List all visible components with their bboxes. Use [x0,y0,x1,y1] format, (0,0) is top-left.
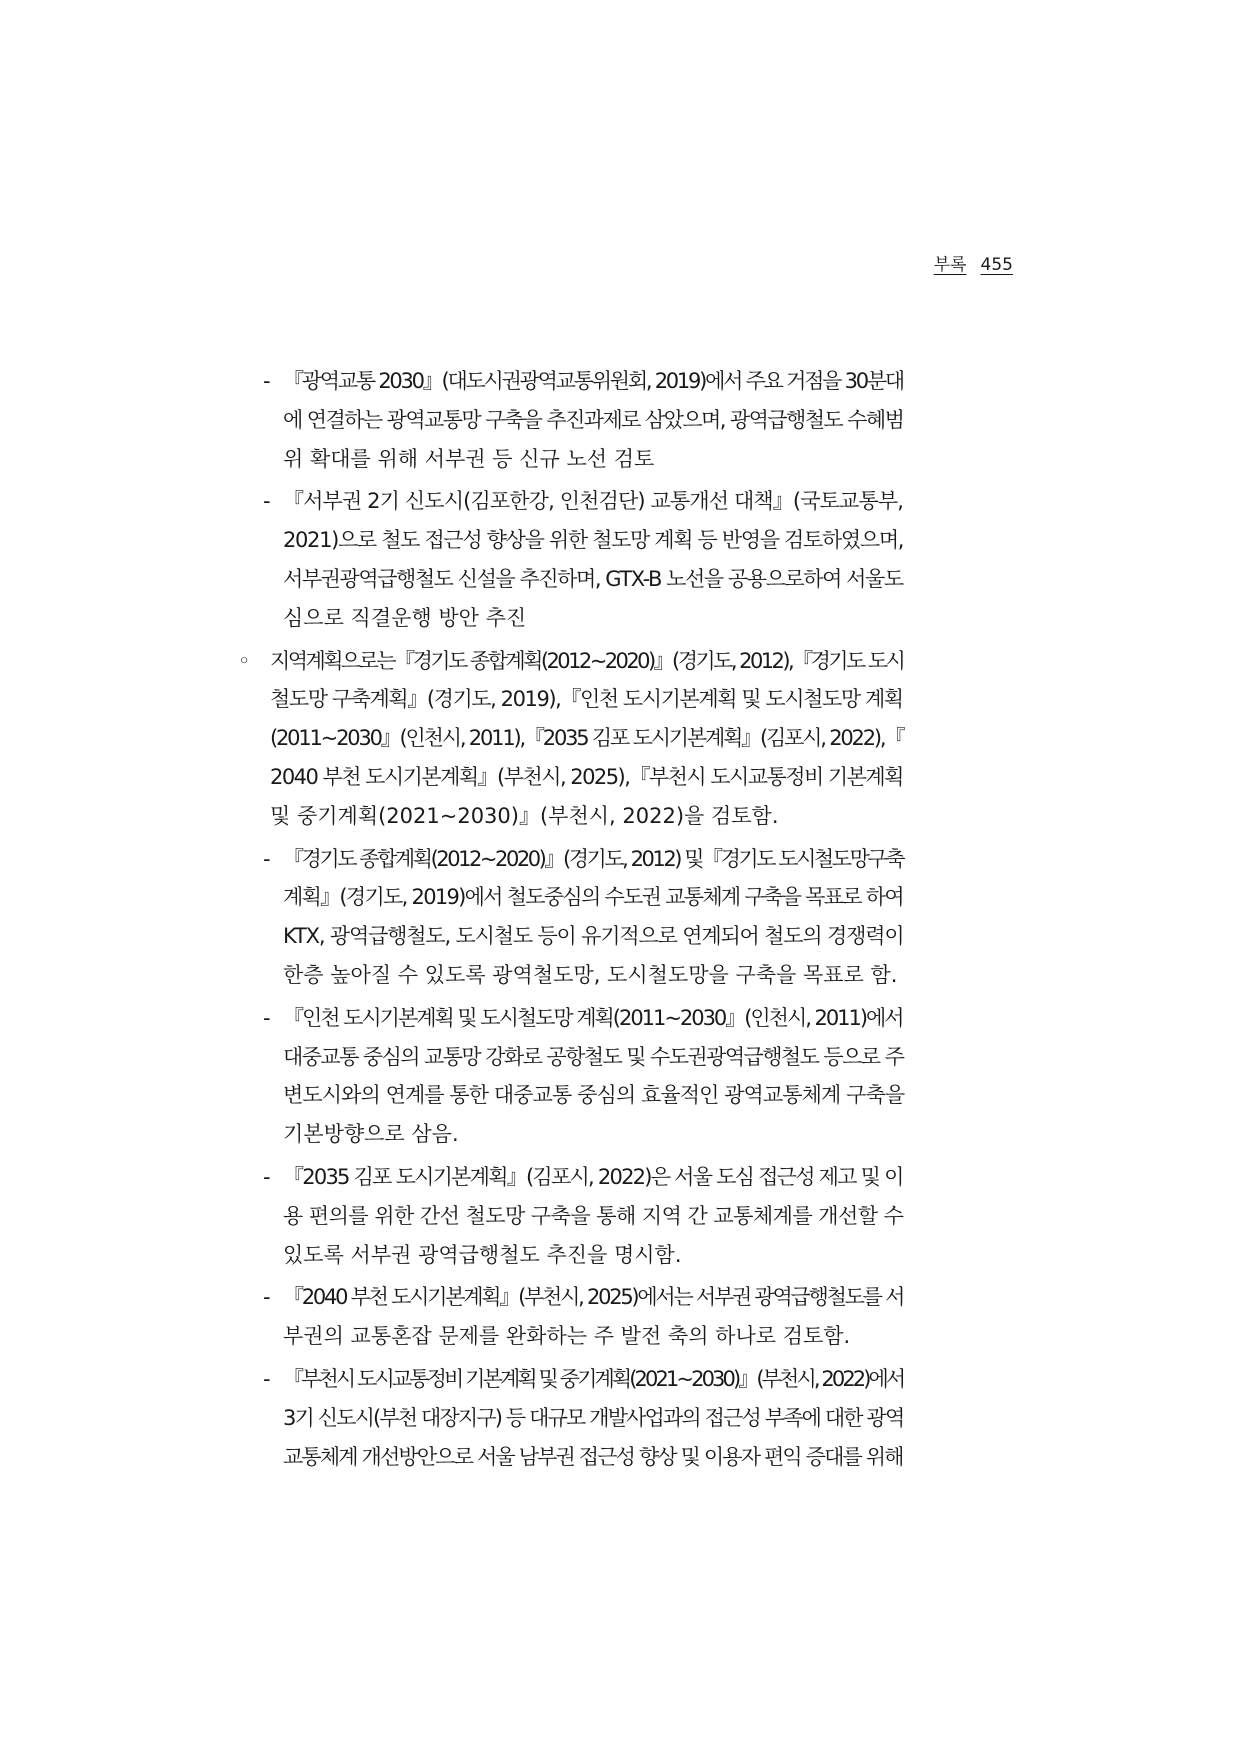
dash-marker: - [263,1165,271,1189]
dash-marker: - [263,846,271,871]
text-line: 변도시와의 연계를 통한 대중교통 중심의 효율적인 광역교통체계 구축을 [283,1083,905,1108]
header-label: 부록 [933,255,967,275]
text-line: KTX, 광역급행철도, 도시철도 등이 유기적으로 연계되어 철도의 경쟁력이 [283,924,904,949]
dash-marker: - [263,1285,271,1310]
text-line: 『서부권 2기 신도시(김포한강, 인천검단) 교통개선 대책』(국토교통부, [283,489,904,514]
text-line: (2011~2030』(인천시, 2011),『2035 김포 도시기본계획』(김포시, 2022),『 [270,726,904,751]
text-line: 교통체계 개선방안으로 서울 남부권 접근성 향상 및 이용자 편익 증대를 위해 [283,1444,903,1469]
text-line: 에 연결하는 광역교통망 구축을 추진과제로 삼았으며, 광역급행철도 수혜범 [283,407,904,432]
text-line: 『2035 김포 도시기본계획』(김포시, 2022)은 서울 도심 접근성 제고 및 이 [283,1165,903,1189]
text-line: 있도록 서부권 광역급행철도 추진을 명시함. [283,1242,682,1267]
text-line: 대중교통 중심의 교통망 강화로 공항철도 및 수도권광역급행철도 등으로 주 [283,1044,904,1069]
text-line: 서부권광역급행철도 신설을 추진하며, GTX-B 노선을 공용으로하여 서울도 [283,567,903,591]
text-line: 2021)으로 철도 접근성 향상을 위한 철도망 계획 등 반영을 검토하였으며, [283,528,904,553]
dash-marker: - [263,489,271,514]
text-line: 위 확대를 위해 서부권 등 신규 노선 검토 [283,446,655,471]
dash-marker: - [263,369,271,393]
circle-bullet-marker: ◦ [238,648,251,673]
text-line: 3기 신도시(부천 대장지구) 등 대규모 개발사업과의 접근성 부족에 대한 광역 [283,1405,904,1430]
text-line: 부권의 교통혼잡 문제를 완화하는 주 발전 축의 하나로 검토함. [283,1324,851,1349]
text-line: 철도망 구축계획』(경기도, 2019),『인천 도시기본계획 및 도시철도망 계획 [270,687,903,712]
text-line: 『인천 도시기본계획 및 도시철도망 계획(2011~2030』(인천시, 2011)에서 [283,1005,903,1030]
text-line: 『2040 부천 도시기본계획』(부천시, 2025)에서는 서부권 광역급행철도를 서 [283,1285,904,1310]
dash-marker: - [263,1005,271,1030]
text-line: 한층 높아질 수 있도록 광역철도망, 도시철도망을 구축을 목표로 함. [283,963,898,987]
text-line: 2040 부천 도시기본계획』(부천시, 2025),『부천시 도시교통정비 기본계획 [270,765,903,789]
text-line: 『광역교통 2030』(대도시권광역교통위원회, 2019)에서 주요 거점을 30분대 [283,369,903,393]
dash-marker: - [263,1367,271,1391]
text-line: 기본방향으로 삼음. [283,1122,459,1147]
page-header [928,250,1013,275]
text-line: 『경기도 종합계획(2012~2020)』(경기도, 2012) 및『경기도 도시철도망구축 [283,846,904,871]
text-line: 지역계획으로는『경기도 종합계획(2012~2020)』(경기도, 2012),『경기도 도시 [270,648,904,673]
text-line: 『부천시 도시교통정비 기본계획 및 중기계획(2021~2030)』(부천시, 2022)에서 [283,1367,904,1391]
text-line: 계획』(경기도, 2019)에서 철도중심의 수도권 교통체계 구축을 목표로 하여 [283,885,903,910]
text-line: 심으로 직결운행 방안 추진 [283,605,527,630]
text-line: 용 편의를 위한 간선 철도망 구축을 통해 지역 간 교통체계를 개선할 수 [283,1203,904,1228]
page-number: 455 [980,255,1013,275]
text-line: 및 중기계획(2021~2030)』(부천시, 2022)을 검토함. [270,803,779,828]
